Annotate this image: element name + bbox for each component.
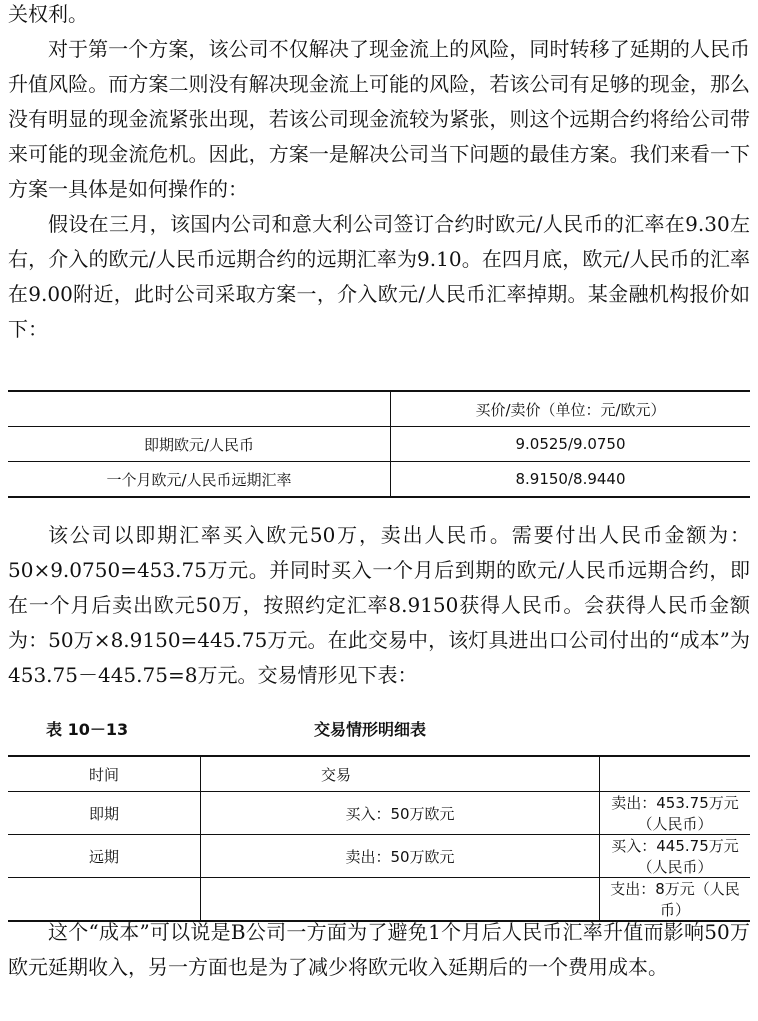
table-cell: 买入：50万欧元: [201, 792, 600, 835]
text-block-top: [8, 0, 750, 347]
table-number: 表 10－13: [46, 720, 129, 739]
paragraph-transaction: 该公司以即期汇率买入欧元50万，卖出人民币。需要付出人民币金额为：50×9.0750=453.75万元。并同时买入一个月后到期的欧元/人民币远期合约，即在一个月后卖出欧元50万，按照约定汇率8.9150获得人民币。会获得人民币金额为：50万×8.9150=445.75万元。在此交易中，该灯具进出口公司付出的“成本”为453.75－445.75=8万元。交易情形见下表：: [8, 523, 750, 687]
table-cell: 卖出：453.75万元（人民币）: [600, 792, 751, 835]
table-cell: 9.0525/9.0750: [391, 427, 751, 462]
detail-table: [8, 755, 750, 922]
table-header-row: [8, 756, 750, 792]
table-header-cell: [8, 391, 391, 427]
table-header-row: [8, 391, 750, 427]
table-header-cell: [600, 756, 751, 792]
table-cell: 即期欧元/人民币: [8, 427, 391, 462]
table-row: [8, 835, 750, 878]
table-cell: 卖出：50万欧元: [201, 835, 600, 878]
paragraph-cost-explanation: 这个“成本”可以说是B公司一方面为了避免1个月后人民币汇率升值而影响50万欧元延期收入，另一方面也是为了减少将欧元收入延期后的一个费用成本。: [8, 920, 750, 979]
table-cell: 即期: [8, 792, 201, 835]
table-cell: 一个月欧元/人民币远期汇率: [8, 462, 391, 498]
table-row: [8, 792, 750, 835]
table-caption: [8, 713, 750, 743]
paragraph-plan-one: 对于第一个方案，该公司不仅解决了现金流上的风险，同时转移了延期的人民币升值风险。而方案二则没有解决现金流上可能的风险，若该公司有足够的现金，那么没有明显的现金流紧张出现，若该公司现金流较为紧张，则这个远期合约将给公司带来可能的现金流危机。因此，方案一是解决公司当下问题的最佳方案。我们来看一下方案一具体是如何操作的：: [8, 37, 750, 201]
table-row: [8, 462, 750, 498]
quote-table: [8, 390, 750, 498]
paragraph-assumption: 假设在三月，该国内公司和意大利公司签订合约时欧元/人民币的汇率在9.30左右，介入的欧元/人民币远期合约的远期汇率为9.10。在四月底，欧元/人民币的汇率在9.00附近，此时公司采取方案一，介入欧元/人民币汇率掉期。某金融机构报价如下：: [8, 212, 750, 341]
table-title: 交易情形明细表: [314, 720, 427, 739]
text-block-middle: [8, 518, 750, 693]
table-header-cell: 时间: [8, 756, 201, 792]
table-row: [8, 427, 750, 462]
table-cell: 买入：445.75万元（人民币）: [600, 835, 751, 878]
paragraph-continuation: 关权利。: [8, 2, 88, 26]
table-header-cell: 交易: [201, 756, 600, 792]
table-cell: 远期: [8, 835, 201, 878]
table-cell: 支出：8万元（人民币）: [600, 878, 751, 922]
table-cell: 8.9150/8.9440: [391, 462, 751, 498]
text-block-bottom: [8, 915, 750, 985]
table-header-cell: 买价/卖价（单位：元/欧元）: [475, 400, 666, 419]
